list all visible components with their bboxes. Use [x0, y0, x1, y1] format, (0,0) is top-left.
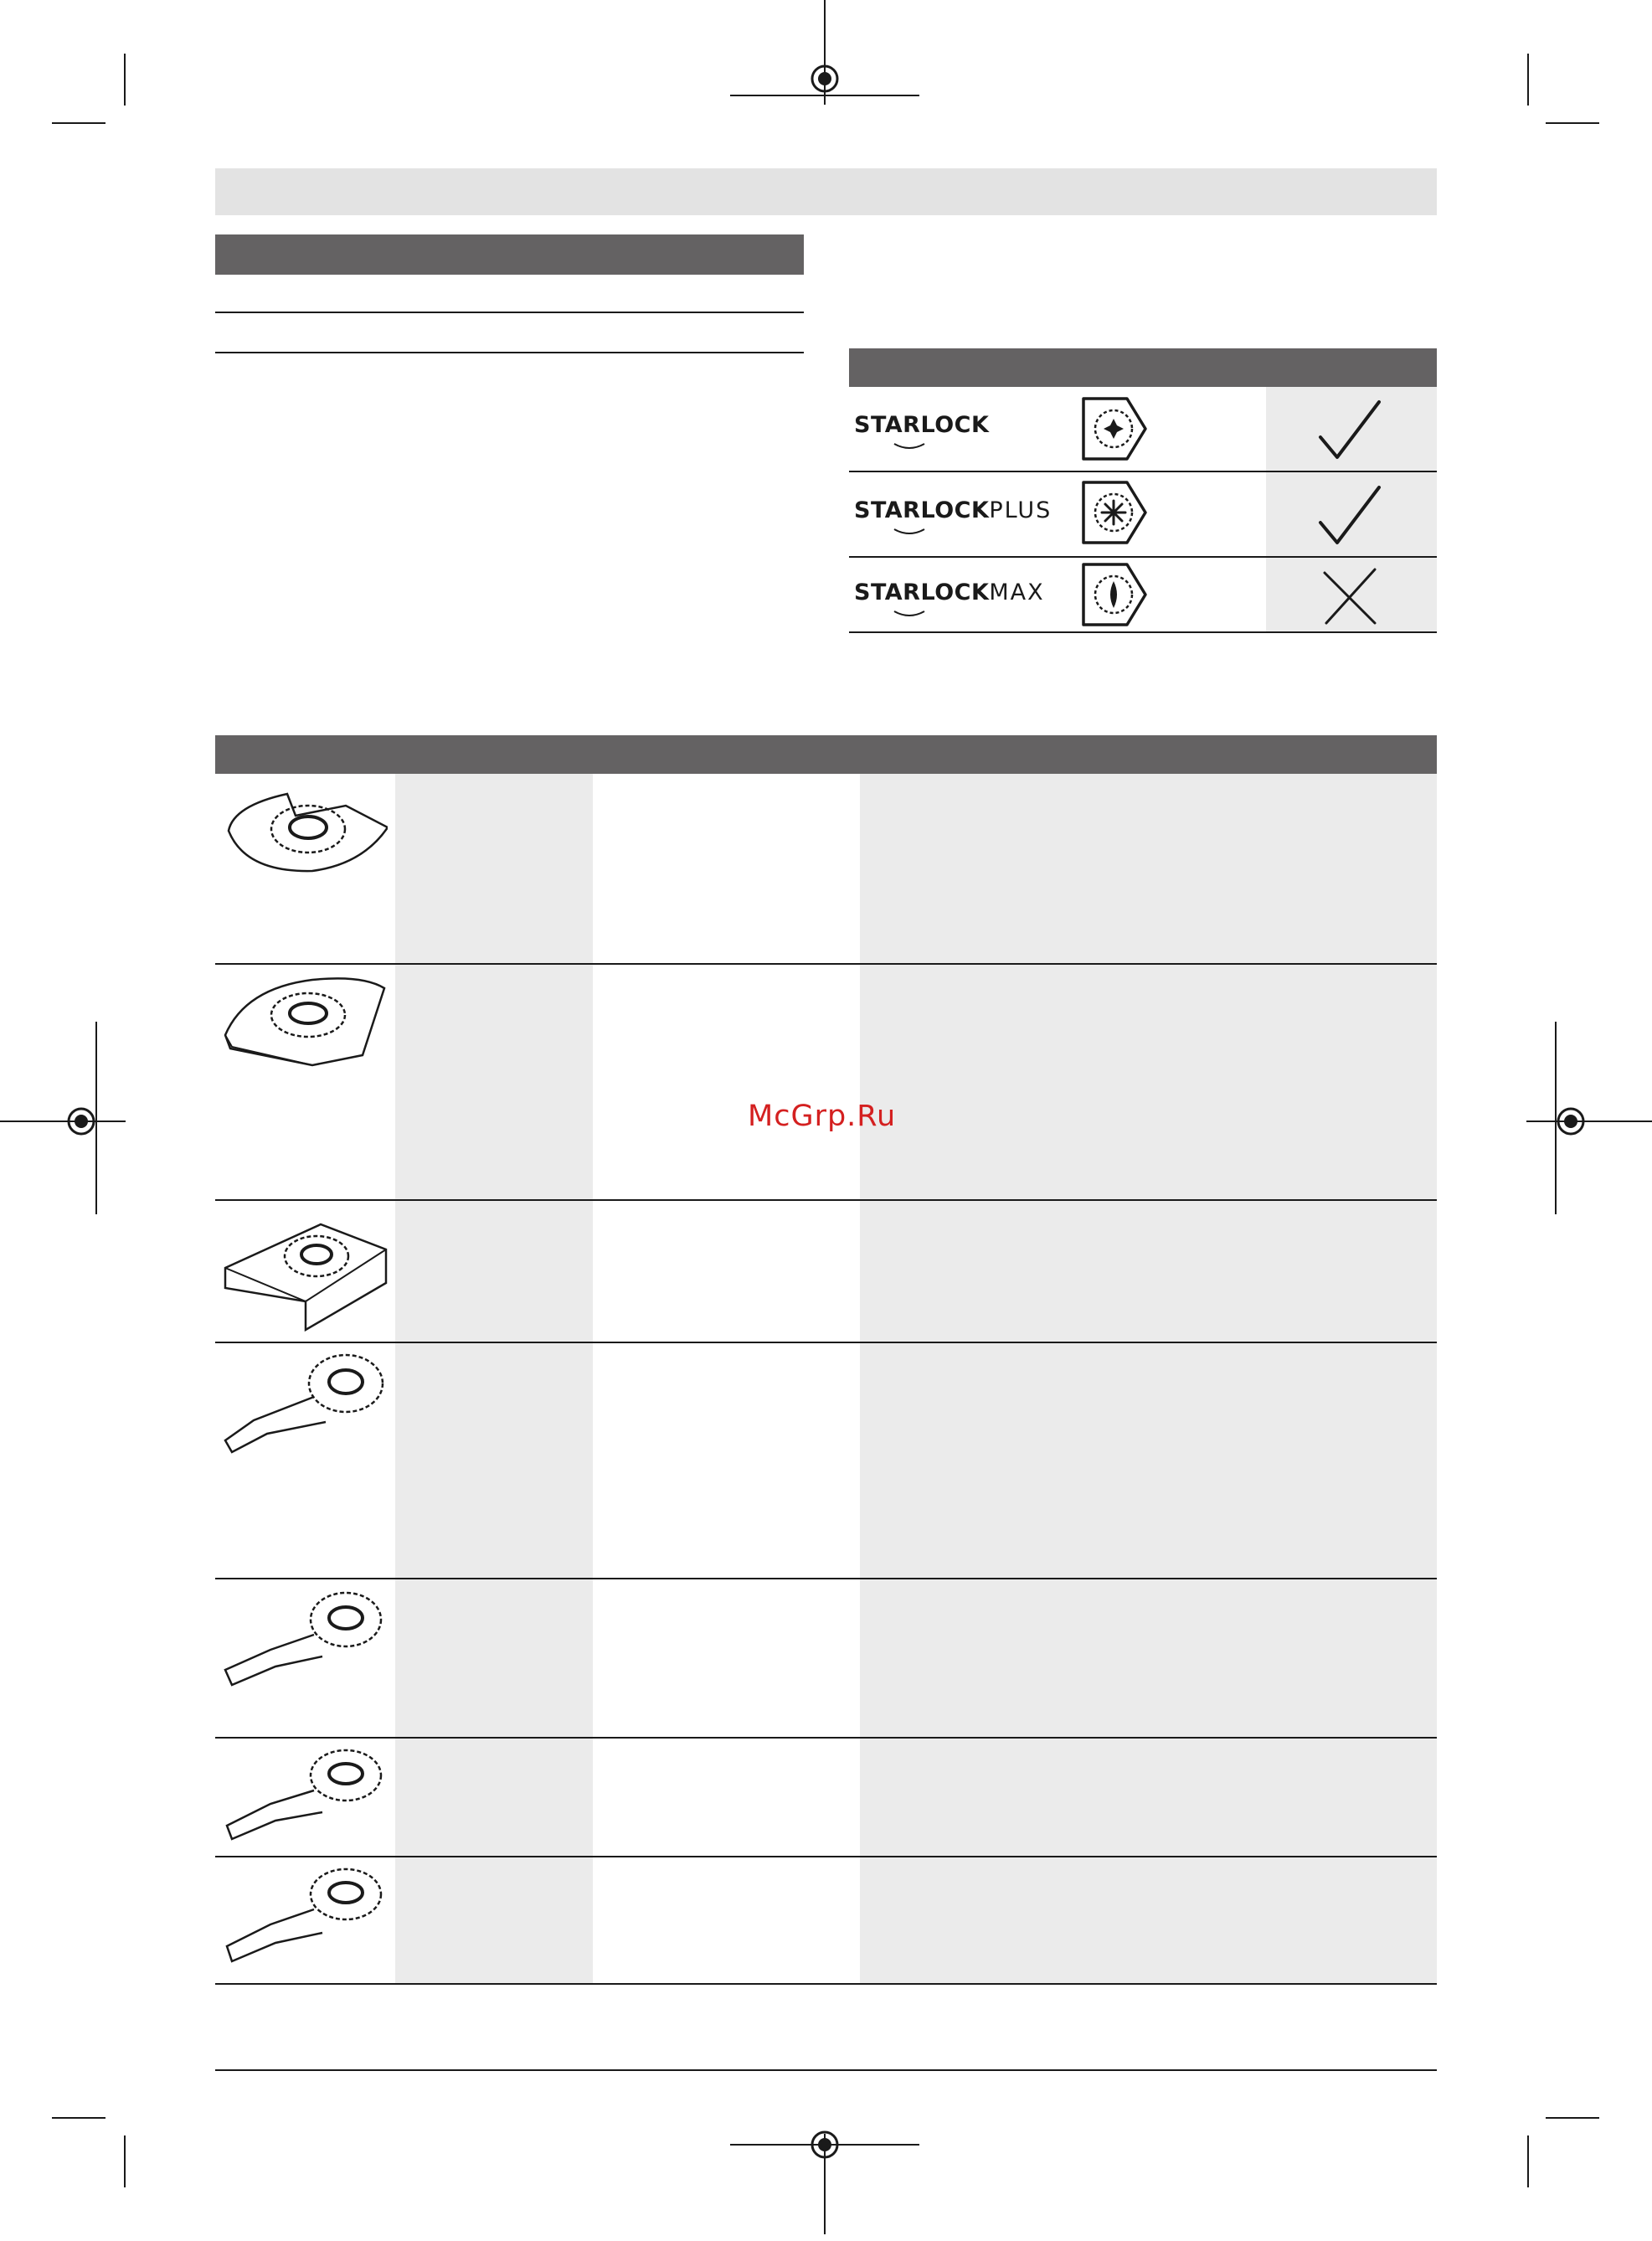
brand-suffix: PLUS: [989, 497, 1052, 523]
brand-logo: [854, 412, 989, 438]
brand-logo: [854, 580, 1045, 605]
sanding-finger-bracket-icon: [220, 1208, 388, 1333]
starlock-gear-underline-icon: [893, 442, 926, 451]
table-cell: [860, 1739, 1437, 1857]
accessory-row: [215, 1201, 1437, 1343]
table-cell: [860, 965, 1437, 1201]
starlock-max-interface-icon: [1080, 561, 1150, 628]
divider-rule: [215, 352, 804, 353]
page-header-band: [215, 168, 1437, 215]
accessory-row: [215, 774, 1437, 965]
starlock-plus-interface-icon: [1080, 479, 1150, 546]
accessory-row: [215, 1579, 1437, 1739]
segment-saw-blade-icon: [220, 780, 388, 881]
table-cell: [395, 774, 593, 965]
brand-logo: [854, 497, 1052, 523]
brand-name: STARLOCK: [854, 497, 990, 523]
section-heading-bar: [215, 234, 804, 275]
accessory-row: [215, 1343, 1437, 1579]
delta-sanding-plate-icon: [220, 971, 388, 1072]
check-icon: [1314, 482, 1384, 549]
table-cell: [395, 1201, 593, 1343]
row-divider: [849, 631, 1437, 633]
compatibility-row-starlock-plus: [849, 472, 1437, 558]
table-cell: [860, 1857, 1437, 1985]
registration-mark-icon: [1556, 1106, 1586, 1136]
table-cell: [860, 1579, 1437, 1739]
starlock-gear-underline-icon: [893, 610, 926, 618]
brand-name: STARLOCK: [854, 580, 990, 605]
accessory-row: [215, 1857, 1437, 1985]
watermark: McGrp.Ru: [748, 1100, 897, 1133]
registration-mark-icon: [810, 2130, 840, 2160]
row-divider: [215, 1983, 1437, 1985]
plunge-cut-blade-metal-icon: [220, 1745, 388, 1854]
plunge-cut-blade-multi-icon: [220, 1864, 388, 1973]
plunge-cut-blade-wood-icon: [220, 1586, 388, 1695]
table-cell: [395, 965, 593, 1201]
table-cell: [860, 1343, 1437, 1579]
brand-suffix: MAX: [989, 580, 1045, 605]
table-cell: [395, 1343, 593, 1579]
compatibility-row-starlock: [849, 387, 1437, 472]
brand-name: STARLOCK: [854, 412, 990, 438]
compatibility-table-header: [849, 348, 1437, 387]
registration-mark-icon: [66, 1106, 96, 1136]
check-icon: [1314, 397, 1384, 464]
cross-icon: [1318, 564, 1382, 628]
starlock-interface-icon: [1080, 395, 1150, 462]
starlock-gear-underline-icon: [893, 528, 926, 536]
accessory-row: [215, 965, 1437, 1201]
table-cell: [860, 774, 1437, 965]
accessory-row: [215, 1739, 1437, 1857]
divider-rule: [215, 312, 804, 313]
plunge-cut-blade-wide-icon: [220, 1350, 388, 1459]
table-cell: [395, 1579, 593, 1739]
footer-rule: [215, 2069, 1437, 2071]
table-cell: [395, 1857, 593, 1985]
table-cell: [860, 1201, 1437, 1343]
table-cell: [395, 1739, 593, 1857]
registration-mark-icon: [810, 64, 840, 94]
compatibility-row-starlock-max: [849, 558, 1437, 633]
accessories-table-header: [215, 735, 1437, 774]
